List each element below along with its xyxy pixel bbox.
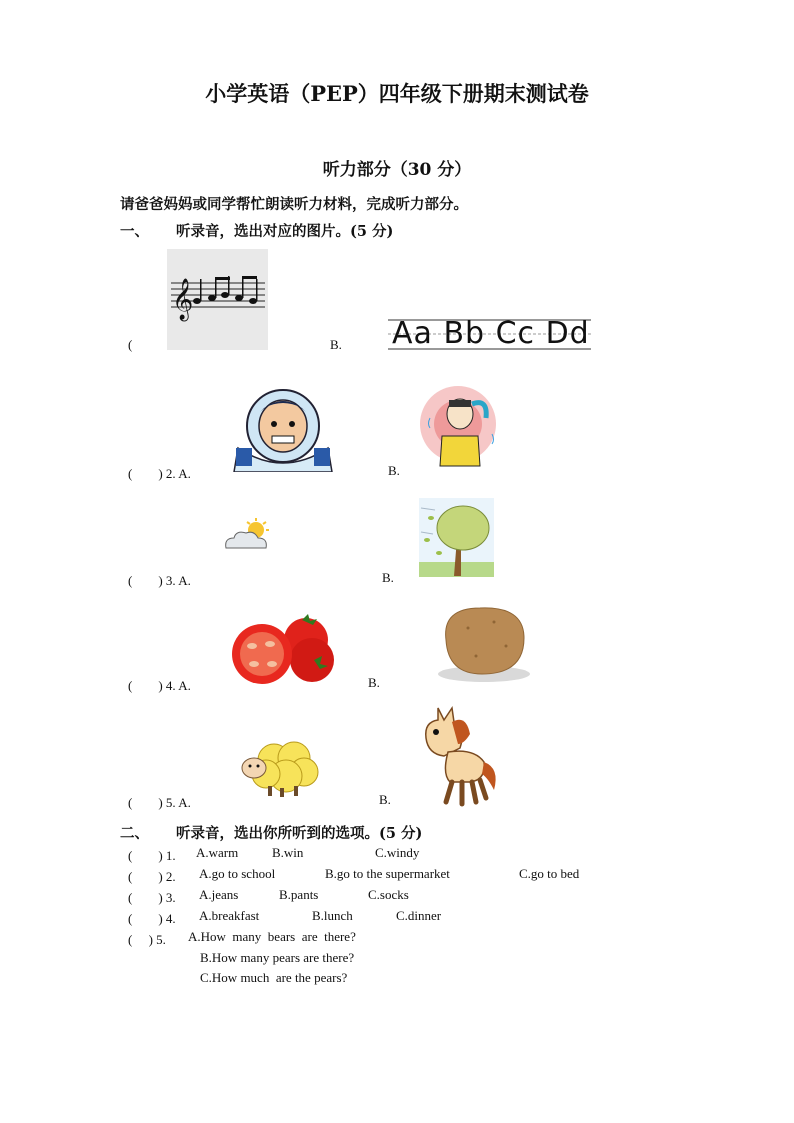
- q2-b-label: B.: [388, 463, 400, 478]
- q3-prefix: ( ) 3. A.: [128, 573, 191, 588]
- q3-b-label: B.: [382, 570, 394, 585]
- horse-picture: [414, 704, 500, 808]
- s2-q3-prefix: ( ) 3.: [128, 890, 176, 905]
- sheep-picture: [238, 734, 323, 798]
- s2-q2-option-a: A.go to school: [199, 866, 276, 881]
- q1-b-label: B.: [330, 337, 342, 352]
- s2-q4-option-c: C.dinner: [396, 908, 442, 923]
- s2-q4-option-a: A.breakfast: [199, 908, 260, 923]
- s2-q5-option-c: C.How much are the pears?: [200, 970, 348, 985]
- svg-text:𝄞: 𝄞: [172, 279, 194, 320]
- s2-q2-option-c: C.go to bed: [519, 866, 580, 881]
- s2-q3-option-a: A.jeans: [199, 887, 239, 902]
- windy-tree-picture: [419, 498, 494, 577]
- q5-prefix: ( ) 5. A.: [128, 795, 191, 810]
- instruction-text: 请爸爸妈妈或同学帮忙朗读听力材料，完成听力部分。: [120, 196, 468, 213]
- s2-q1-option-c: C.windy: [375, 845, 420, 860]
- s2-q5-option-a: A.How many bears are there?: [188, 929, 356, 944]
- section1-heading: 听录音，选出对应的图片。(5 分): [176, 223, 394, 240]
- section1-number: 一、: [120, 223, 149, 240]
- section2-number: 二、: [120, 825, 149, 842]
- potato-picture: [420, 594, 550, 686]
- section2-heading: 听录音，选出你所听到的选项。(5 分): [176, 825, 423, 842]
- q5-b-label: B.: [379, 792, 391, 807]
- s2-q3-option-b: B.pants: [279, 887, 319, 902]
- music-notes-picture: [167, 249, 268, 350]
- s2-q1-prefix: ( ) 1.: [128, 848, 176, 863]
- s2-q1-option-b: B.win: [272, 845, 304, 860]
- tomatoes-picture: [230, 610, 336, 686]
- q4-b-label: B.: [368, 675, 380, 690]
- alphabet-picture: [388, 318, 591, 352]
- listening-section-title: 听力部分（30 分）: [322, 160, 472, 180]
- alphabet-letters: Aa Bb Cc Dd: [392, 316, 590, 351]
- s2-q2-prefix: ( ) 2.: [128, 869, 176, 884]
- s2-q2-option-b: B.go to the supermarket: [325, 866, 450, 881]
- q2-prefix: ( ) 2. A.: [128, 466, 191, 481]
- s2-q3-option-c: C.socks: [368, 887, 409, 902]
- q4-prefix: ( ) 4. A.: [128, 678, 191, 693]
- s2-q4-prefix: ( ) 4.: [128, 911, 176, 926]
- cold-boy-picture: [228, 386, 338, 472]
- s2-q1-option-a: A.warm: [196, 845, 239, 860]
- q1-paren: (: [128, 337, 133, 352]
- cloudy-weather-picture: [222, 518, 272, 554]
- s2-q4-option-b: B.lunch: [312, 908, 353, 923]
- page-title: 小学英语（PEP）四年级下册期末测试卷: [205, 81, 589, 106]
- s2-q5-option-b: B.How many pears are there?: [200, 950, 355, 965]
- hot-man-picture: [402, 378, 517, 474]
- s2-q5-prefix: ( ) 5.: [128, 932, 166, 947]
